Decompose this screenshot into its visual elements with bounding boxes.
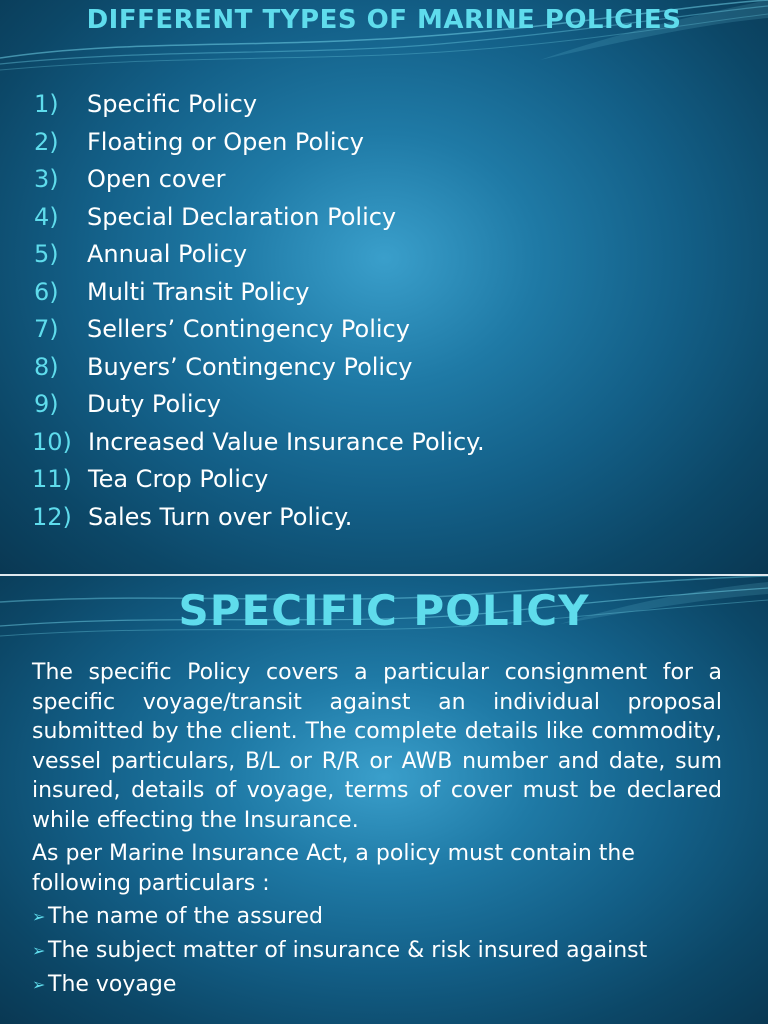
arrow-bullet-icon: ➢ [32, 975, 46, 994]
slide-title: DIFFERENT TYPES OF MARINE POLICIES [86, 5, 682, 35]
list-text: Sales Turn over Policy. [88, 502, 353, 531]
bullet-text: The subject matter of insurance & risk insured against [48, 938, 648, 963]
list-number: 3) [34, 165, 59, 193]
list-number: 10) [32, 427, 72, 456]
list-text: Specific Policy [87, 90, 258, 118]
list-number: 11) [32, 465, 72, 493]
list-text: Duty Policy [87, 390, 221, 418]
arrow-bullet-icon: ➢ [32, 941, 46, 960]
slide-body [32, 658, 722, 1002]
list-item [32, 934, 722, 968]
list-number: 2) [34, 127, 59, 156]
list-text: Sellers’ Contingency Policy [87, 315, 410, 343]
list-text: Tea Crop Policy [88, 465, 269, 493]
list-number: 6) [34, 277, 59, 306]
list-text: Floating or Open Policy [87, 127, 364, 156]
list-text: Open cover [87, 165, 226, 193]
paragraph: As per Marine Insurance Act, a policy must contain the following particulars : [32, 841, 635, 896]
slide-specific-policy [0, 576, 768, 1024]
list-number: 1) [34, 90, 59, 118]
list-number: 5) [34, 240, 59, 268]
arrow-bullet-icon: ➢ [32, 907, 46, 926]
list-item [32, 968, 722, 1002]
list-text: Multi Transit Policy [87, 277, 310, 306]
list-number: 12) [32, 502, 72, 531]
slide-title: SPECIFIC POLICY [178, 586, 590, 635]
bullet-list [32, 900, 722, 1002]
list-text: Annual Policy [87, 240, 248, 268]
list-number: 9) [34, 390, 59, 418]
list-text: Buyers’ Contingency Policy [87, 352, 413, 381]
paragraph: The specific Policy covers a particular consignment for a specific voyage/transit against an individual proposal submitted by the client. The complete details like commodity, vessel particulars, B/L or R/R or AWB number and date, sum insured, details of voyage, terms of cover must be declared while effecting the Insurance. [32, 660, 722, 833]
bullet-text: The name of the assured [48, 904, 323, 929]
bullet-text: The voyage [48, 972, 177, 997]
list-number: 4) [34, 202, 59, 231]
list-number: 8) [34, 352, 59, 381]
list-number: 7) [34, 315, 59, 343]
list-text: Special Declaration Policy [87, 202, 397, 231]
list-item [32, 900, 722, 934]
list-text: Increased Value Insurance Policy. [88, 427, 485, 456]
